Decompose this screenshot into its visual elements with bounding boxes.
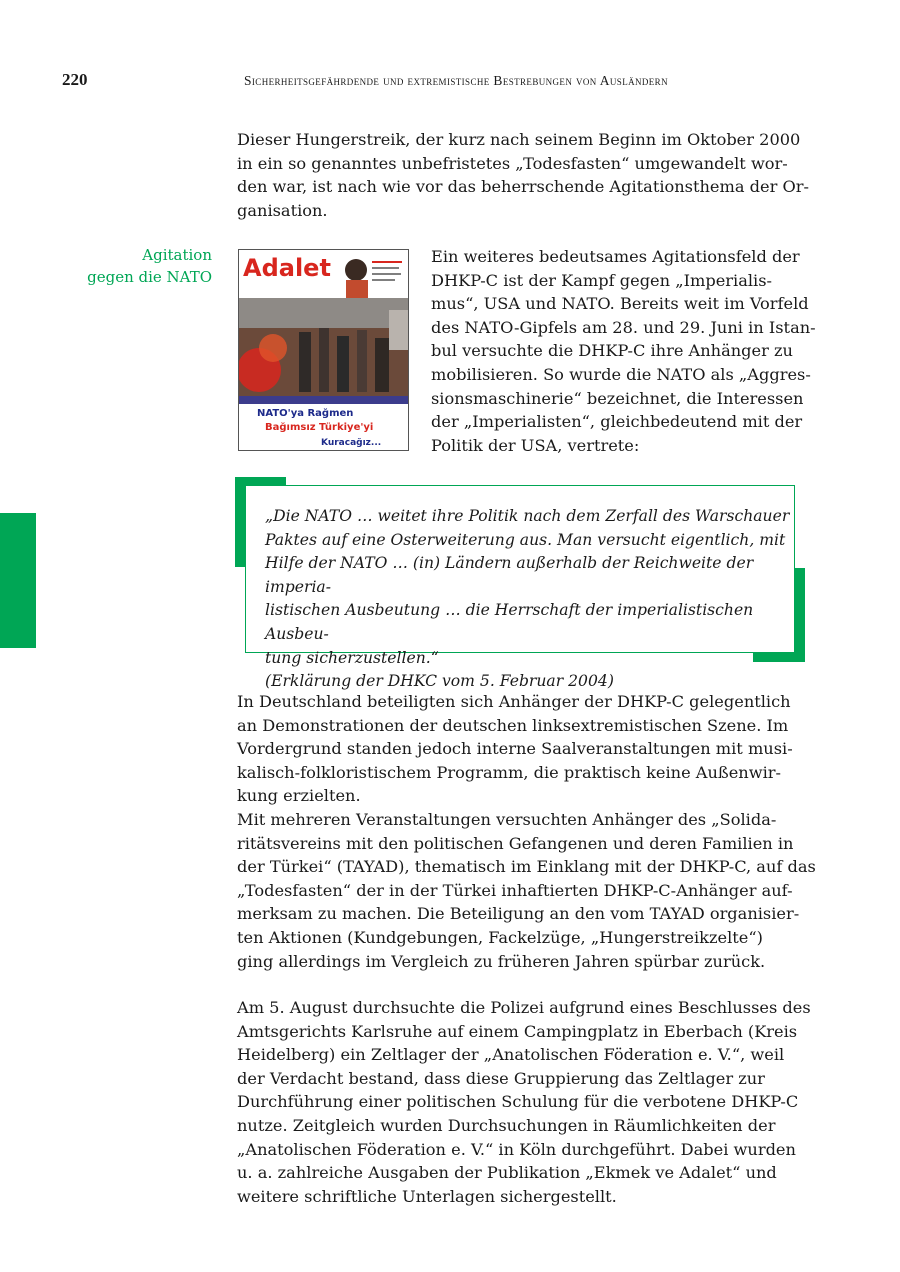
text-line: sionsmaschinerie“ bezeichnet, die Interessen bbox=[431, 388, 804, 408]
paragraph-nato-agitation bbox=[431, 245, 816, 457]
text-line: „Todesfasten“ der in der Türkei inhaftierten DHKP-C-Anhänger auf- bbox=[237, 880, 793, 900]
text-line: Dieser Hungerstreik, der kurz nach seinem Beginn im Oktober 2000 bbox=[237, 130, 801, 149]
text-line: bul versuchte die DHKP-C ihre Anhänger zu bbox=[431, 341, 793, 361]
text-line: der „Imperialisten“, gleichbedeutend mit der bbox=[431, 412, 803, 432]
running-head: Sicherheitsgefährdende und extremistische Bestrebungen von Ausländern bbox=[244, 73, 668, 88]
quote-text bbox=[265, 505, 795, 694]
text-line: Amtsgerichts Karlsruhe auf einem Campingplatz in Eberbach (Kreis bbox=[237, 1021, 798, 1041]
quote-line: „Die NATO … weitet ihre Politik nach dem Zerfall des Warschauer bbox=[265, 507, 790, 525]
text-line: kalisch-folkloristischem Programm, die praktisch keine Außenwir- bbox=[237, 762, 781, 782]
quote-line: tung sicherzustellen.“ bbox=[265, 648, 439, 667]
cover-caption-line: Bağımsız Türkiye'yi bbox=[265, 422, 374, 433]
text-line: Mit mehreren Veranstaltungen versuchten Anhänger des „Solida- bbox=[237, 810, 777, 829]
text-line: der Türkei“ (TAYAD), thematisch im Einklang mit der DHKP-C, auf das bbox=[237, 857, 816, 877]
text-line: Durchführung einer politischen Schulung für die verbotene DHKP-C bbox=[237, 1092, 799, 1112]
text-line: Heidelberg) ein Zeltlager der „Anatolischen Föderation e. V.“, weil bbox=[237, 1045, 785, 1065]
margin-note-line: gegen die NATO bbox=[87, 267, 212, 286]
cover-caption-line: Kuracağız... bbox=[321, 438, 382, 448]
text-line: weitere schriftliche Unterlagen sichergestellt. bbox=[237, 1186, 617, 1206]
text-line: Am 5. August durchsuchte die Polizei aufgrund eines Beschlusses des bbox=[237, 998, 811, 1017]
cover-caption-line: NATO'ya Rağmen bbox=[257, 408, 354, 419]
text-line: den war, ist nach wie vor das beherrschende Agitationsthema der Or- bbox=[237, 177, 809, 197]
paragraph-demonstrationen bbox=[237, 690, 803, 808]
text-line: DHKP-C ist der Kampf gegen „Imperialis- bbox=[431, 270, 772, 290]
text-line: u. a. zahlreiche Ausgaben der Publikation „Ekmek ve Adalet“ und bbox=[237, 1163, 777, 1183]
text-line: mobilisieren. So wurde die NATO als „Aggres- bbox=[431, 364, 811, 384]
text-line: Vordergrund standen jedoch interne Saalveranstaltungen mit musi- bbox=[237, 739, 793, 759]
chapter-tab-marker bbox=[0, 513, 36, 648]
text-line: „Anatolischen Föderation e. V.“ in Köln durchgeführt. Dabei wurden bbox=[237, 1139, 796, 1159]
text-line: Ein weiteres bedeutsames Agitationsfeld der bbox=[431, 247, 800, 266]
text-line: Politik der USA, vertrete: bbox=[431, 435, 640, 455]
margin-note-line: Agitation bbox=[142, 246, 212, 264]
quote-corner-accent bbox=[795, 568, 805, 662]
text-line: ritätsvereins mit den politischen Gefangenen und deren Familien in bbox=[237, 833, 794, 853]
quote-box bbox=[235, 477, 805, 691]
paragraph-durchsuchung bbox=[237, 996, 811, 1208]
margin-note bbox=[60, 245, 212, 288]
text-line: ging allerdings im Vergleich zu früheren Jahren spürbar zurück. bbox=[237, 951, 766, 971]
quote-line: listischen Ausbeutung … die Herrschaft der imperialistischen Ausbeu- bbox=[265, 601, 754, 643]
cover-illustration bbox=[239, 250, 408, 450]
text-line: der Verdacht bestand, dass diese Gruppierung das Zeltlager zur bbox=[237, 1068, 765, 1088]
quote-panel bbox=[245, 485, 795, 691]
quote-line: Paktes auf eine Osterweiterung aus. Man versucht eigentlich, mit bbox=[265, 530, 786, 549]
text-line: ganisation. bbox=[237, 200, 328, 220]
text-line: ten Aktionen (Kundgebungen, Fackelzüge, „Hungerstreikzelte“) bbox=[237, 927, 763, 947]
paragraph-tayad bbox=[237, 808, 816, 973]
text-line: an Demonstrationen der deutschen linksextremistischen Szene. Im bbox=[237, 715, 789, 735]
quote-corner-accent bbox=[235, 477, 245, 567]
adalet-cover-image bbox=[238, 249, 409, 451]
text-line: des NATO-Gipfels am 28. und 29. Juni in Istan- bbox=[431, 317, 816, 337]
text-line: merksam zu machen. Die Beteiligung an den vom TAYAD organisier- bbox=[237, 904, 800, 924]
text-line: nutze. Zeitgleich wurden Durchsuchungen in Räumlichkeiten der bbox=[237, 1115, 776, 1135]
text-line: In Deutschland beteiligten sich Anhänger der DHKP-C gelegentlich bbox=[237, 692, 791, 711]
quote-source: (Erklärung der DHKC vom 5. Februar 2004) bbox=[265, 672, 614, 691]
paragraph-hungerstreik bbox=[237, 128, 809, 222]
cover-masthead: Adalet bbox=[243, 254, 331, 282]
text-line: mus“, USA und NATO. Bereits weit im Vorfeld bbox=[431, 294, 809, 314]
quote-line: Hilfe der NATO … (in) Ländern außerhalb der Reichweite der imperia- bbox=[265, 554, 754, 596]
text-line: kung erzielten. bbox=[237, 786, 361, 806]
page-number: 220 bbox=[62, 70, 88, 89]
text-line: in ein so genanntes unbefristetes „Todesfasten“ umgewandelt wor- bbox=[237, 153, 788, 173]
